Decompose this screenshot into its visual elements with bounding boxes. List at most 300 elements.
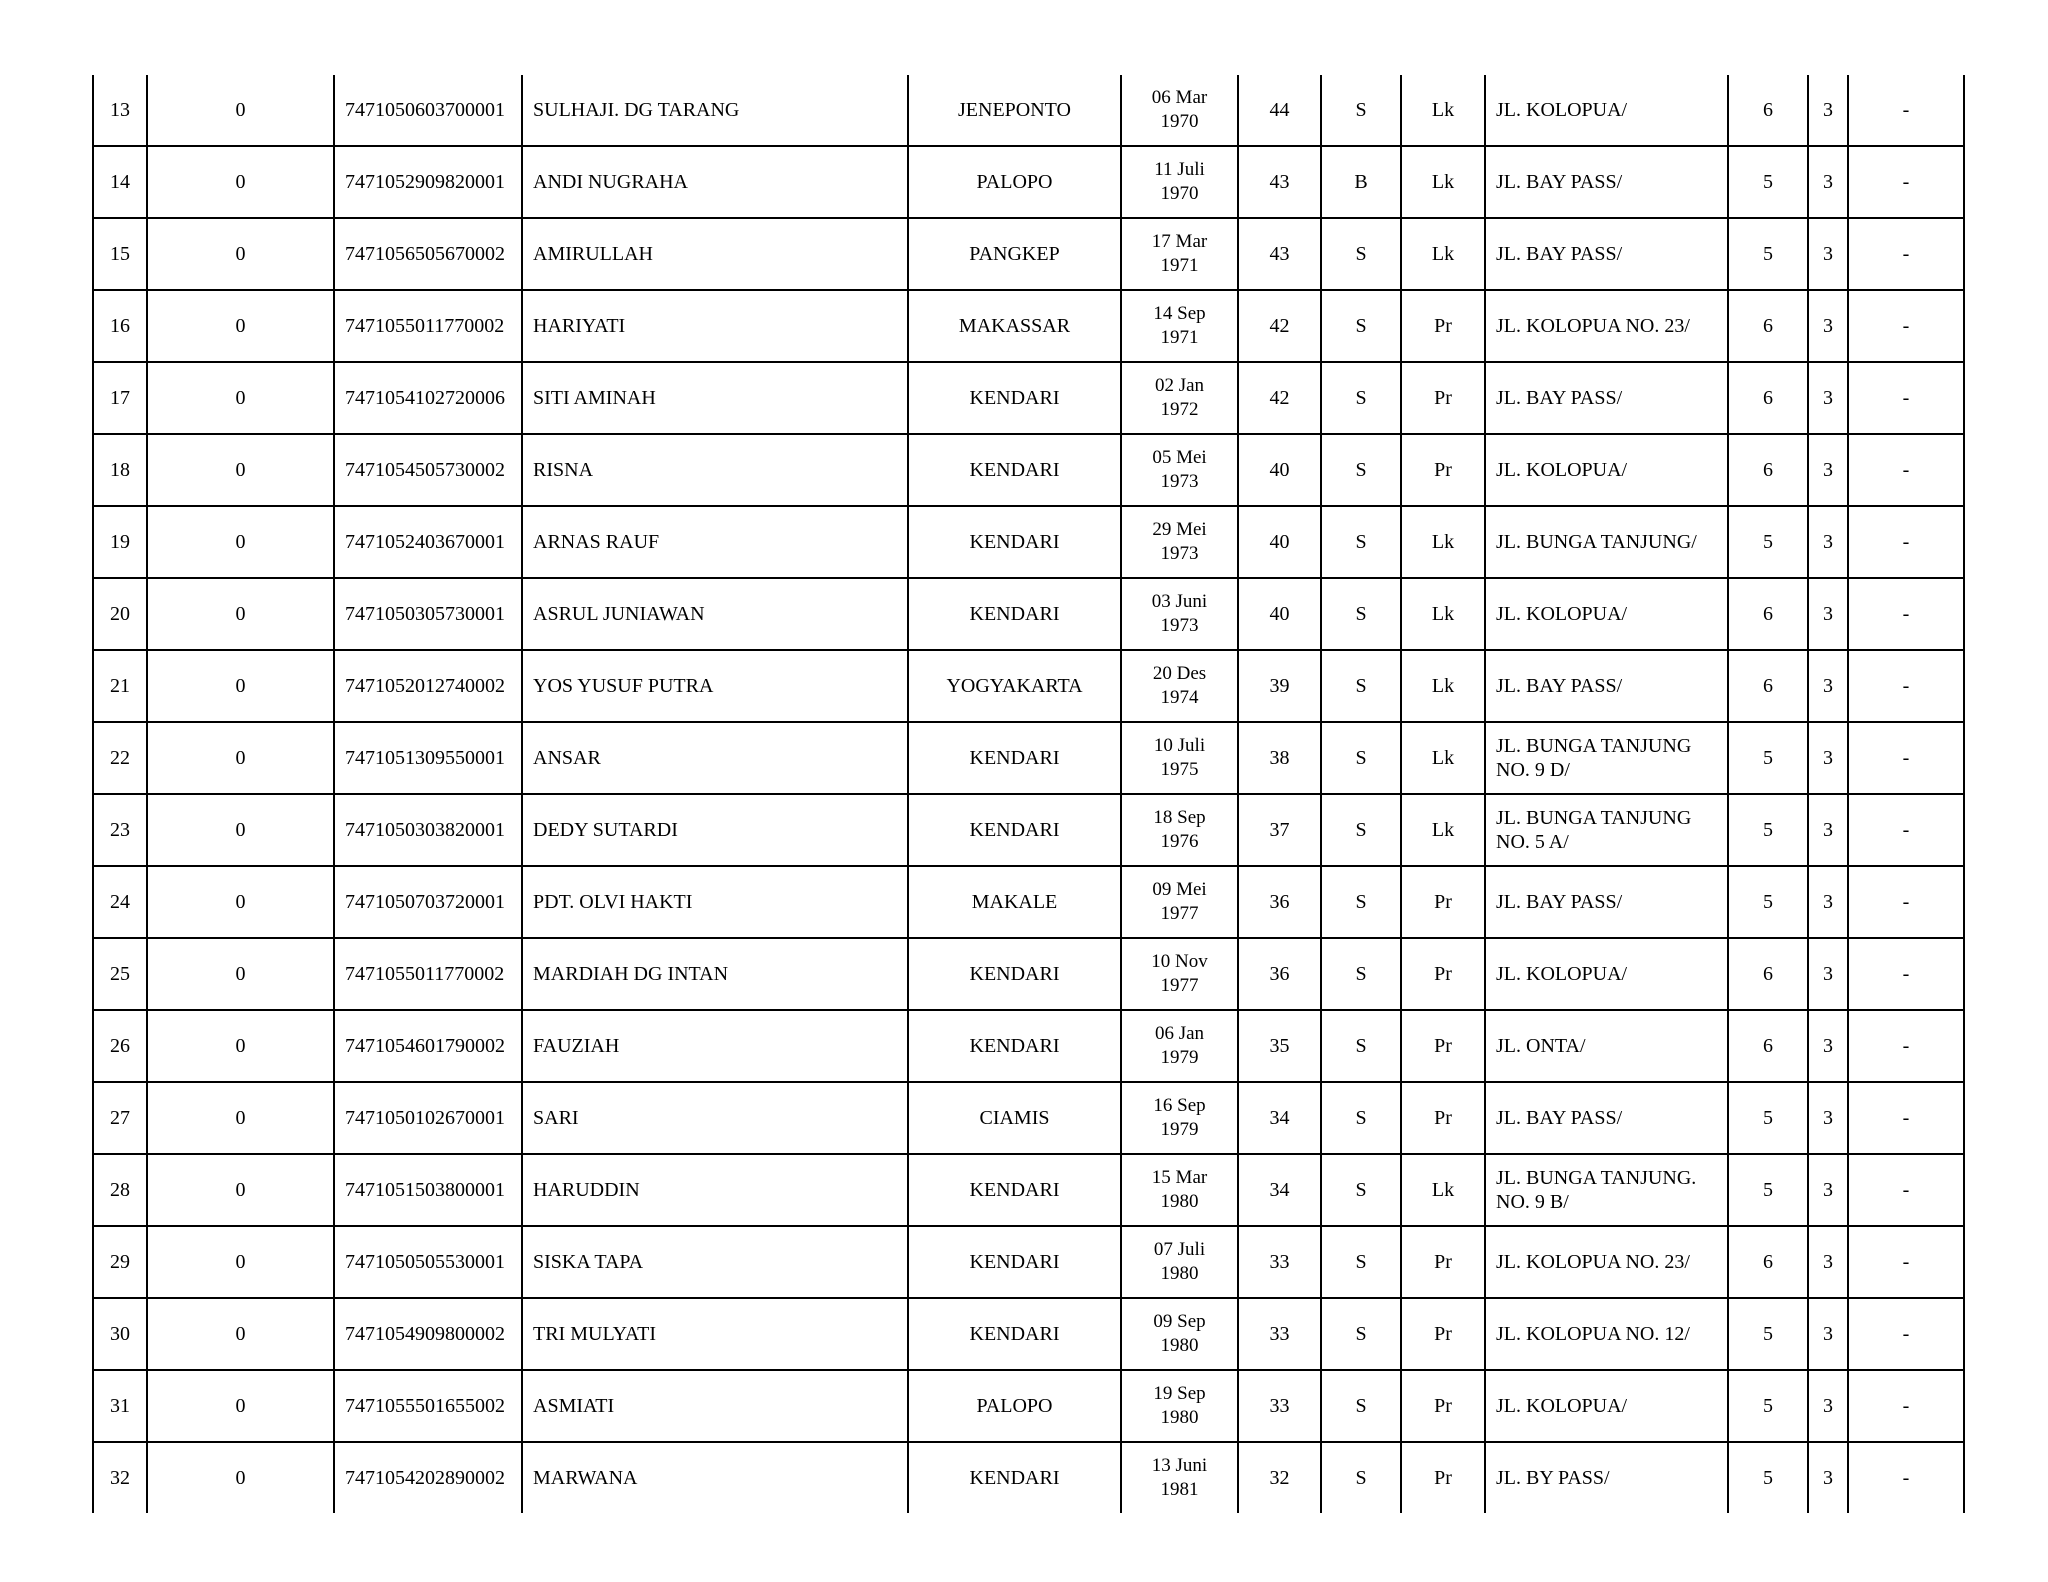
code-cell: 0	[147, 866, 334, 938]
code-cell: 0	[147, 722, 334, 794]
row-number-cell: 17	[93, 362, 147, 434]
birthdate-day-month: 11 Juli	[1154, 159, 1205, 180]
sex-cell: Lk	[1401, 218, 1485, 290]
address-cell: JL. BUNGA TANJUNG. NO. 9 B/	[1485, 1154, 1728, 1226]
note-cell: -	[1848, 1442, 1964, 1513]
rt-cell: 6	[1728, 75, 1808, 146]
sex-cell: Lk	[1401, 1154, 1485, 1226]
rt-cell: 6	[1728, 578, 1808, 650]
birthdate-cell	[1121, 722, 1238, 794]
code-cell: 0	[147, 362, 334, 434]
nik-cell: 7471052909820001	[334, 146, 522, 218]
rt-cell: 6	[1728, 1226, 1808, 1298]
rw-cell: 3	[1808, 1154, 1848, 1226]
rt-cell: 6	[1728, 362, 1808, 434]
row-number-cell: 29	[93, 1226, 147, 1298]
row-number-cell: 14	[93, 146, 147, 218]
table-row	[93, 938, 1964, 1010]
code-cell: 0	[147, 506, 334, 578]
rw-cell: 3	[1808, 1298, 1848, 1370]
nik-cell: 7471050703720001	[334, 866, 522, 938]
rw-cell: 3	[1808, 1010, 1848, 1082]
row-number-cell: 15	[93, 218, 147, 290]
birthplace-cell: KENDARI	[908, 938, 1121, 1010]
rw-cell: 3	[1808, 1370, 1848, 1442]
table-row	[93, 1226, 1964, 1298]
age-cell: 37	[1238, 794, 1321, 866]
sex-cell: Lk	[1401, 146, 1485, 218]
marital-status-cell: S	[1321, 362, 1401, 434]
address-cell: JL. BUNGA TANJUNG/	[1485, 506, 1728, 578]
birthplace-cell: KENDARI	[908, 362, 1121, 434]
rw-cell: 3	[1808, 506, 1848, 578]
birthdate-day-month: 02 Jan	[1154, 375, 1205, 396]
table-row	[93, 794, 1964, 866]
age-cell: 40	[1238, 578, 1321, 650]
birthdate-day-month: 10 Nov	[1151, 951, 1208, 972]
birthdate-day-month: 19 Sep	[1153, 1383, 1206, 1404]
birthdate-year: 1974	[1160, 687, 1199, 708]
birthdate-year: 1976	[1160, 831, 1199, 852]
code-cell: 0	[147, 1154, 334, 1226]
birthdate-day-month: 10 Juli	[1153, 735, 1206, 756]
birthdate-cell	[1121, 434, 1238, 506]
nik-cell: 7471050303820001	[334, 794, 522, 866]
note-cell: -	[1848, 938, 1964, 1010]
birthdate-cell	[1121, 1010, 1238, 1082]
sex-cell: Lk	[1401, 75, 1485, 146]
age-cell: 44	[1238, 75, 1321, 146]
name-cell: SARI	[522, 1082, 908, 1154]
sex-cell: Pr	[1401, 434, 1485, 506]
birthdate-cell	[1121, 218, 1238, 290]
table-body	[93, 75, 1964, 1513]
table-row	[93, 290, 1964, 362]
marital-status-cell: S	[1321, 578, 1401, 650]
name-cell: PDT. OLVI HAKTI	[522, 866, 908, 938]
nik-cell: 7471055501655002	[334, 1370, 522, 1442]
birthplace-cell: MAKALE	[908, 866, 1121, 938]
address-cell: JL. BUNGA TANJUNG NO. 9 D/	[1485, 722, 1728, 794]
rw-cell: 3	[1808, 794, 1848, 866]
age-cell: 39	[1238, 650, 1321, 722]
code-cell: 0	[147, 218, 334, 290]
birthdate-year: 1972	[1160, 399, 1199, 420]
name-cell: MARDIAH DG INTAN	[522, 938, 908, 1010]
nik-cell: 7471050603700001	[334, 75, 522, 146]
nik-cell: 7471054202890002	[334, 1442, 522, 1513]
code-cell: 0	[147, 1082, 334, 1154]
age-cell: 36	[1238, 938, 1321, 1010]
table-row	[93, 1442, 1964, 1513]
nik-cell: 7471056505670002	[334, 218, 522, 290]
rt-cell: 6	[1728, 290, 1808, 362]
birthdate-year: 1979	[1160, 1047, 1199, 1068]
row-number-cell: 26	[93, 1010, 147, 1082]
nik-cell: 7471054102720006	[334, 362, 522, 434]
marital-status-cell: S	[1321, 218, 1401, 290]
birthdate-year: 1980	[1160, 1191, 1199, 1212]
nik-cell: 7471050305730001	[334, 578, 522, 650]
rt-cell: 5	[1728, 722, 1808, 794]
rt-cell: 5	[1728, 794, 1808, 866]
sex-cell: Pr	[1401, 866, 1485, 938]
birthplace-cell: JENEPONTO	[908, 75, 1121, 146]
table-row	[93, 1154, 1964, 1226]
code-cell: 0	[147, 1226, 334, 1298]
birthdate-year: 1977	[1160, 903, 1199, 924]
nik-cell: 7471054601790002	[334, 1010, 522, 1082]
code-cell: 0	[147, 290, 334, 362]
resident-table-page	[92, 75, 1963, 1513]
age-cell: 35	[1238, 1010, 1321, 1082]
birthdate-day-month: 20 Des	[1152, 663, 1207, 684]
birthdate-cell	[1121, 75, 1238, 146]
birthdate-day-month: 09 Sep	[1153, 1311, 1206, 1332]
table-row	[93, 1010, 1964, 1082]
birthplace-cell: KENDARI	[908, 1442, 1121, 1513]
birthdate-day-month: 05 Mei	[1152, 447, 1207, 468]
rw-cell: 3	[1808, 650, 1848, 722]
nik-cell: 7471051503800001	[334, 1154, 522, 1226]
birthdate-cell	[1121, 1154, 1238, 1226]
nik-cell: 7471052403670001	[334, 506, 522, 578]
birthplace-cell: PALOPO	[908, 1370, 1121, 1442]
rw-cell: 3	[1808, 362, 1848, 434]
name-cell: ARNAS RAUF	[522, 506, 908, 578]
birthplace-cell: CIAMIS	[908, 1082, 1121, 1154]
name-cell: DEDY SUTARDI	[522, 794, 908, 866]
birthdate-day-month: 07 Juli	[1153, 1239, 1206, 1260]
row-number-cell: 16	[93, 290, 147, 362]
name-cell: HARUDDIN	[522, 1154, 908, 1226]
name-cell: YOS YUSUF PUTRA	[522, 650, 908, 722]
note-cell: -	[1848, 1082, 1964, 1154]
marital-status-cell: S	[1321, 1082, 1401, 1154]
address-cell: JL. BAY PASS/	[1485, 866, 1728, 938]
age-cell: 36	[1238, 866, 1321, 938]
birthdate-day-month: 13 Juni	[1151, 1455, 1208, 1476]
birthdate-cell	[1121, 146, 1238, 218]
birthdate-day-month: 29 Mei	[1152, 519, 1207, 540]
marital-status-cell: S	[1321, 1370, 1401, 1442]
note-cell: -	[1848, 506, 1964, 578]
birthdate-day-month: 15 Mar	[1151, 1167, 1208, 1188]
rt-cell: 5	[1728, 1370, 1808, 1442]
resident-table	[92, 75, 1965, 1513]
row-number-cell: 25	[93, 938, 147, 1010]
age-cell: 40	[1238, 506, 1321, 578]
name-cell: SULHAJI. DG TARANG	[522, 75, 908, 146]
birthdate-cell	[1121, 506, 1238, 578]
age-cell: 33	[1238, 1226, 1321, 1298]
rw-cell: 3	[1808, 1442, 1848, 1513]
birthdate-year: 1981	[1160, 1479, 1199, 1500]
birthdate-cell	[1121, 1298, 1238, 1370]
nik-cell: 7471054909800002	[334, 1298, 522, 1370]
birthdate-day-month: 06 Mar	[1151, 87, 1208, 108]
address-cell: JL. KOLOPUA NO. 12/	[1485, 1298, 1728, 1370]
name-cell: SITI AMINAH	[522, 362, 908, 434]
birthdate-year: 1970	[1160, 111, 1199, 132]
code-cell: 0	[147, 938, 334, 1010]
note-cell: -	[1848, 434, 1964, 506]
birthdate-cell	[1121, 578, 1238, 650]
marital-status-cell: S	[1321, 722, 1401, 794]
code-cell: 0	[147, 578, 334, 650]
nik-cell: 7471055011770002	[334, 938, 522, 1010]
marital-status-cell: S	[1321, 938, 1401, 1010]
birthdate-year: 1971	[1160, 255, 1199, 276]
age-cell: 40	[1238, 434, 1321, 506]
birthdate-cell	[1121, 362, 1238, 434]
rw-cell: 3	[1808, 722, 1848, 794]
note-cell: -	[1848, 650, 1964, 722]
rt-cell: 6	[1728, 650, 1808, 722]
address-cell: JL. BY PASS/	[1485, 1442, 1728, 1513]
age-cell: 42	[1238, 290, 1321, 362]
address-cell: JL. BUNGA TANJUNG NO. 5 A/	[1485, 794, 1728, 866]
age-cell: 43	[1238, 218, 1321, 290]
marital-status-cell: S	[1321, 1010, 1401, 1082]
rt-cell: 6	[1728, 938, 1808, 1010]
nik-cell: 7471054505730002	[334, 434, 522, 506]
table-row	[93, 578, 1964, 650]
table-row	[93, 650, 1964, 722]
sex-cell: Pr	[1401, 1298, 1485, 1370]
code-cell: 0	[147, 75, 334, 146]
sex-cell: Pr	[1401, 1010, 1485, 1082]
address-cell: JL. KOLOPUA NO. 23/	[1485, 1226, 1728, 1298]
marital-status-cell: S	[1321, 1298, 1401, 1370]
table-row	[93, 75, 1964, 146]
code-cell: 0	[147, 1442, 334, 1513]
table-row	[93, 218, 1964, 290]
birthdate-cell	[1121, 1442, 1238, 1513]
rw-cell: 3	[1808, 938, 1848, 1010]
birthdate-cell	[1121, 650, 1238, 722]
rt-cell: 5	[1728, 1154, 1808, 1226]
code-cell: 0	[147, 650, 334, 722]
birthdate-day-month: 16 Sep	[1153, 1095, 1206, 1116]
birthdate-year: 1980	[1160, 1263, 1199, 1284]
rt-cell: 6	[1728, 1010, 1808, 1082]
row-number-cell: 27	[93, 1082, 147, 1154]
birthplace-cell: MAKASSAR	[908, 290, 1121, 362]
birthdate-day-month: 17 Mar	[1151, 231, 1208, 252]
address-cell: JL. BAY PASS/	[1485, 218, 1728, 290]
name-cell: ANDI NUGRAHA	[522, 146, 908, 218]
name-cell: RISNA	[522, 434, 908, 506]
name-cell: FAUZIAH	[522, 1010, 908, 1082]
nik-cell: 7471050102670001	[334, 1082, 522, 1154]
birthdate-year: 1973	[1160, 471, 1199, 492]
table-row	[93, 434, 1964, 506]
birthdate-cell	[1121, 1082, 1238, 1154]
address-cell: JL. BAY PASS/	[1485, 650, 1728, 722]
rt-cell: 5	[1728, 506, 1808, 578]
name-cell: ANSAR	[522, 722, 908, 794]
birthdate-year: 1980	[1160, 1407, 1199, 1428]
birthdate-day-month: 14 Sep	[1153, 303, 1206, 324]
birthdate-cell	[1121, 794, 1238, 866]
name-cell: SISKA TAPA	[522, 1226, 908, 1298]
note-cell: -	[1848, 290, 1964, 362]
table-row	[93, 362, 1964, 434]
rw-cell: 3	[1808, 75, 1848, 146]
code-cell: 0	[147, 434, 334, 506]
sex-cell: Pr	[1401, 1370, 1485, 1442]
birthdate-cell	[1121, 866, 1238, 938]
sex-cell: Lk	[1401, 506, 1485, 578]
birthplace-cell: PANGKEP	[908, 218, 1121, 290]
table-row	[93, 1370, 1964, 1442]
birthplace-cell: KENDARI	[908, 1154, 1121, 1226]
rw-cell: 3	[1808, 434, 1848, 506]
note-cell: -	[1848, 218, 1964, 290]
row-number-cell: 23	[93, 794, 147, 866]
table-row	[93, 866, 1964, 938]
rt-cell: 5	[1728, 1298, 1808, 1370]
code-cell: 0	[147, 1298, 334, 1370]
nik-cell: 7471055011770002	[334, 290, 522, 362]
code-cell: 0	[147, 146, 334, 218]
address-cell: JL. KOLOPUA/	[1485, 434, 1728, 506]
row-number-cell: 28	[93, 1154, 147, 1226]
marital-status-cell: S	[1321, 75, 1401, 146]
birthplace-cell: PALOPO	[908, 146, 1121, 218]
birthdate-day-month: 03 Juni	[1151, 591, 1208, 612]
marital-status-cell: S	[1321, 866, 1401, 938]
table-row	[93, 1082, 1964, 1154]
row-number-cell: 31	[93, 1370, 147, 1442]
name-cell: MARWANA	[522, 1442, 908, 1513]
rw-cell: 3	[1808, 218, 1848, 290]
table-row	[93, 722, 1964, 794]
birthdate-year: 1980	[1160, 1335, 1199, 1356]
note-cell: -	[1848, 866, 1964, 938]
note-cell: -	[1848, 1370, 1964, 1442]
table-row	[93, 506, 1964, 578]
row-number-cell: 19	[93, 506, 147, 578]
age-cell: 33	[1238, 1298, 1321, 1370]
birthdate-year: 1973	[1160, 543, 1199, 564]
marital-status-cell: S	[1321, 1442, 1401, 1513]
name-cell: AMIRULLAH	[522, 218, 908, 290]
age-cell: 34	[1238, 1154, 1321, 1226]
row-number-cell: 32	[93, 1442, 147, 1513]
marital-status-cell: S	[1321, 1226, 1401, 1298]
birthdate-year: 1970	[1160, 183, 1199, 204]
row-number-cell: 21	[93, 650, 147, 722]
nik-cell: 7471050505530001	[334, 1226, 522, 1298]
note-cell: -	[1848, 1154, 1964, 1226]
rw-cell: 3	[1808, 1226, 1848, 1298]
birthdate-cell	[1121, 1370, 1238, 1442]
code-cell: 0	[147, 794, 334, 866]
address-cell: JL. KOLOPUA NO. 23/	[1485, 290, 1728, 362]
birthplace-cell: KENDARI	[908, 794, 1121, 866]
row-number-cell: 20	[93, 578, 147, 650]
sex-cell: Pr	[1401, 1082, 1485, 1154]
address-cell: JL. KOLOPUA/	[1485, 75, 1728, 146]
birthdate-cell	[1121, 1226, 1238, 1298]
sex-cell: Pr	[1401, 1442, 1485, 1513]
rw-cell: 3	[1808, 1082, 1848, 1154]
marital-status-cell: B	[1321, 146, 1401, 218]
birthdate-year: 1975	[1160, 759, 1199, 780]
rt-cell: 5	[1728, 1082, 1808, 1154]
rt-cell: 5	[1728, 1442, 1808, 1513]
sex-cell: Pr	[1401, 290, 1485, 362]
rw-cell: 3	[1808, 866, 1848, 938]
rw-cell: 3	[1808, 578, 1848, 650]
marital-status-cell: S	[1321, 1154, 1401, 1226]
birthdate-year: 1973	[1160, 615, 1199, 636]
birthplace-cell: KENDARI	[908, 1226, 1121, 1298]
code-cell: 0	[147, 1370, 334, 1442]
sex-cell: Pr	[1401, 362, 1485, 434]
row-number-cell: 13	[93, 75, 147, 146]
birthplace-cell: KENDARI	[908, 578, 1121, 650]
code-cell: 0	[147, 1010, 334, 1082]
birthplace-cell: KENDARI	[908, 722, 1121, 794]
age-cell: 38	[1238, 722, 1321, 794]
address-cell: JL. BAY PASS/	[1485, 1082, 1728, 1154]
birthdate-cell	[1121, 938, 1238, 1010]
address-cell: JL. KOLOPUA/	[1485, 1370, 1728, 1442]
row-number-cell: 22	[93, 722, 147, 794]
age-cell: 43	[1238, 146, 1321, 218]
rt-cell: 6	[1728, 434, 1808, 506]
age-cell: 32	[1238, 1442, 1321, 1513]
age-cell: 33	[1238, 1370, 1321, 1442]
name-cell: ASMIATI	[522, 1370, 908, 1442]
table-row	[93, 146, 1964, 218]
nik-cell: 7471052012740002	[334, 650, 522, 722]
address-cell: JL. BAY PASS/	[1485, 146, 1728, 218]
sex-cell: Lk	[1401, 794, 1485, 866]
sex-cell: Pr	[1401, 1226, 1485, 1298]
note-cell: -	[1848, 578, 1964, 650]
note-cell: -	[1848, 1010, 1964, 1082]
birthdate-year: 1977	[1160, 975, 1199, 996]
marital-status-cell: S	[1321, 650, 1401, 722]
marital-status-cell: S	[1321, 290, 1401, 362]
nik-cell: 7471051309550001	[334, 722, 522, 794]
note-cell: -	[1848, 722, 1964, 794]
name-cell: HARIYATI	[522, 290, 908, 362]
rt-cell: 5	[1728, 218, 1808, 290]
note-cell: -	[1848, 1298, 1964, 1370]
sex-cell: Lk	[1401, 578, 1485, 650]
birthdate-cell	[1121, 290, 1238, 362]
note-cell: -	[1848, 1226, 1964, 1298]
rw-cell: 3	[1808, 146, 1848, 218]
birthplace-cell: YOGYAKARTA	[908, 650, 1121, 722]
birthdate-year: 1971	[1160, 327, 1199, 348]
birthplace-cell: KENDARI	[908, 1010, 1121, 1082]
birthplace-cell: KENDARI	[908, 434, 1121, 506]
sex-cell: Lk	[1401, 650, 1485, 722]
name-cell: TRI MULYATI	[522, 1298, 908, 1370]
row-number-cell: 24	[93, 866, 147, 938]
note-cell: -	[1848, 75, 1964, 146]
rt-cell: 5	[1728, 866, 1808, 938]
row-number-cell: 18	[93, 434, 147, 506]
birthplace-cell: KENDARI	[908, 506, 1121, 578]
name-cell: ASRUL JUNIAWAN	[522, 578, 908, 650]
